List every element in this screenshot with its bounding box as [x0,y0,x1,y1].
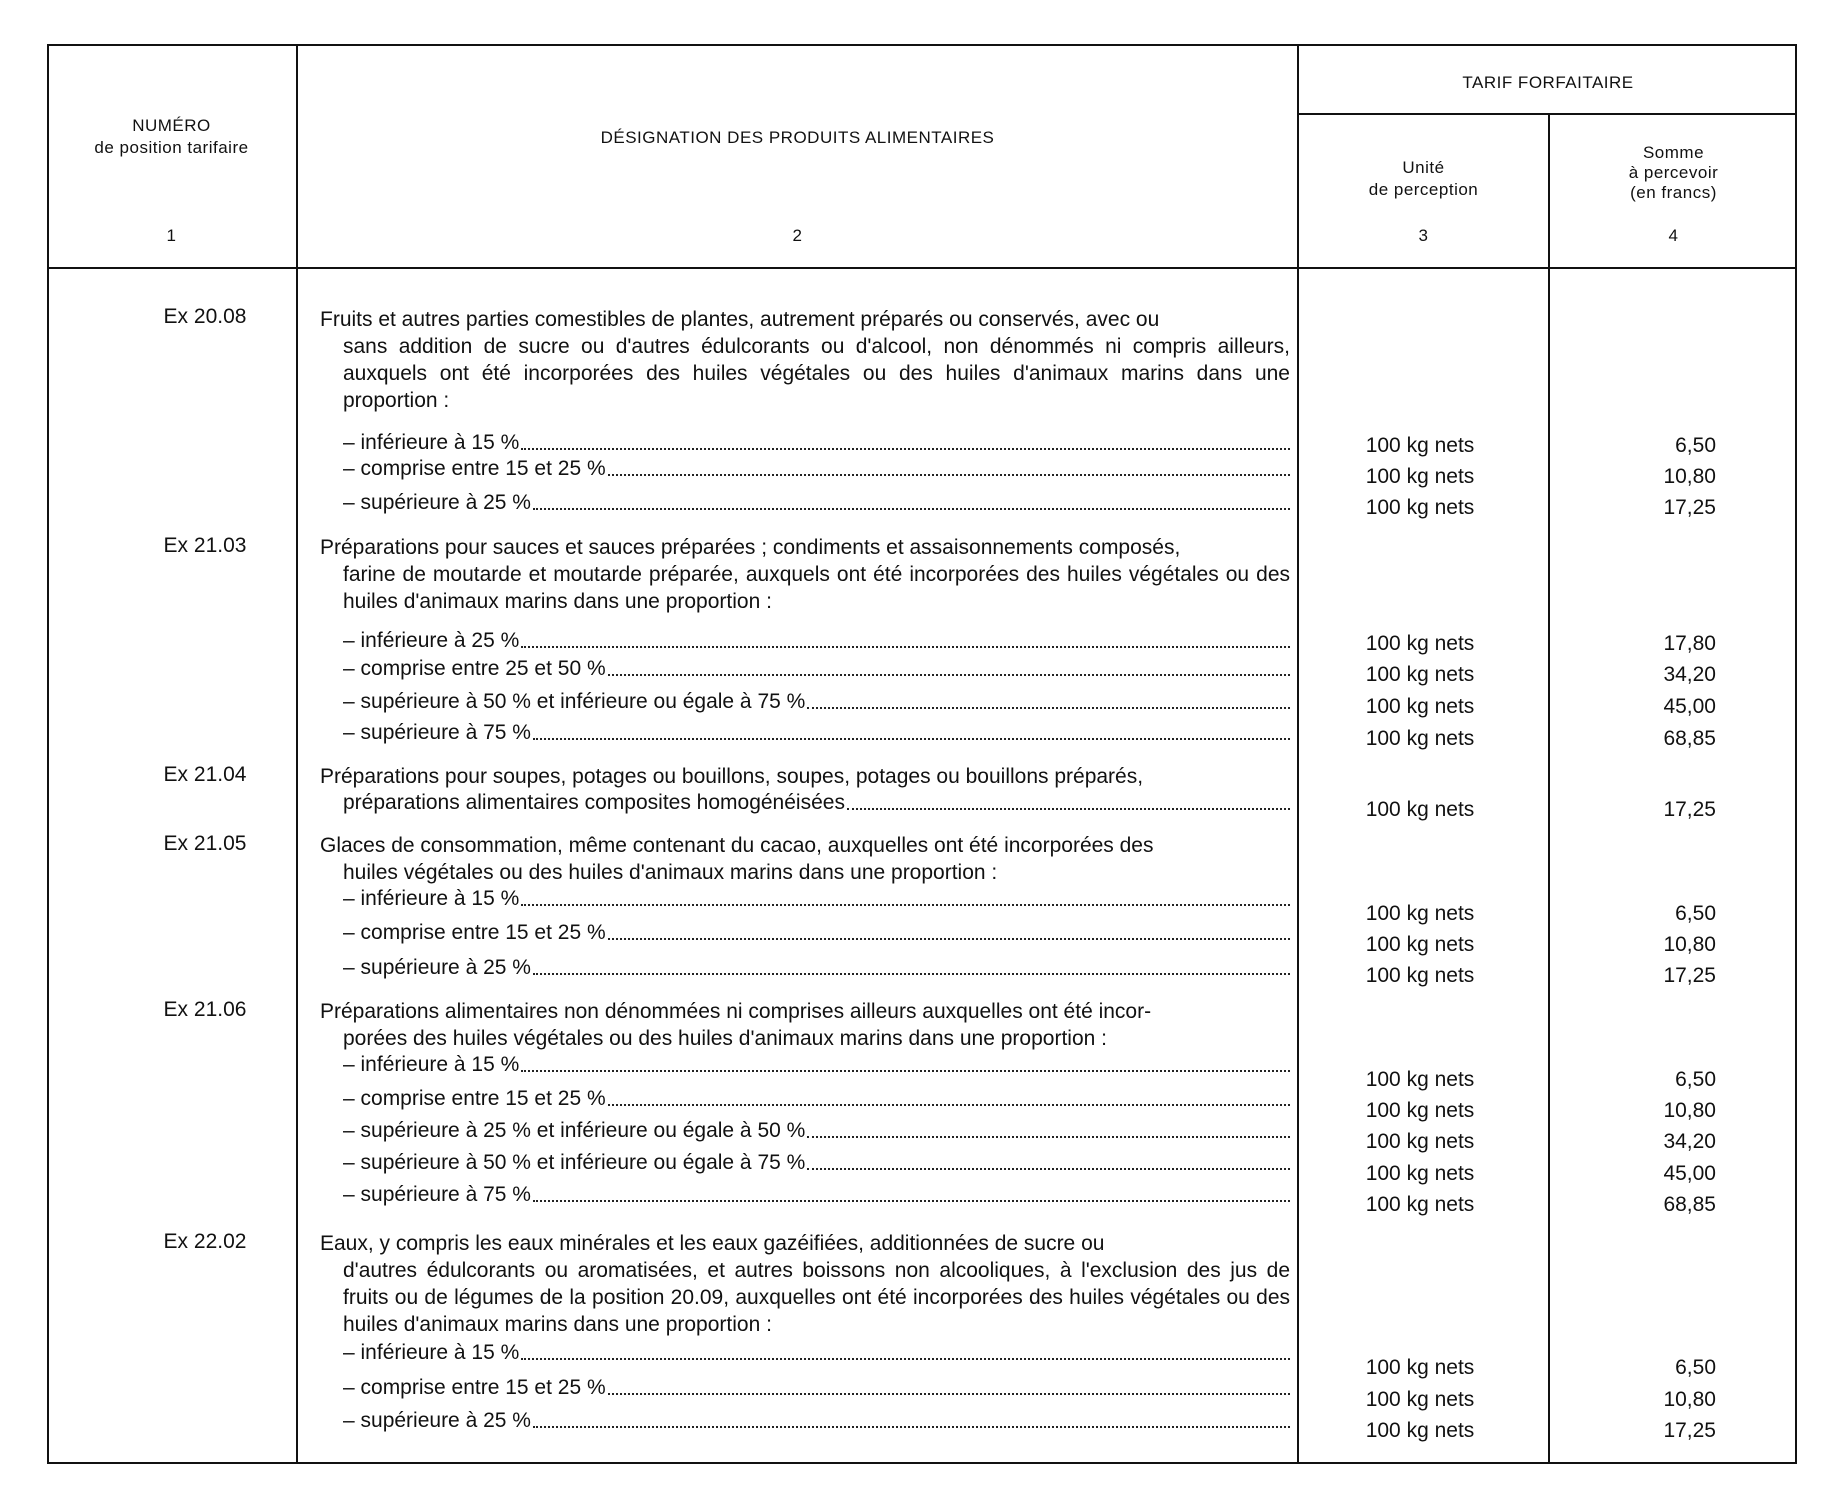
unit-cell: 100 kg nets [1365,695,1475,718]
subitem-row [343,430,1290,456]
unit-cell: 100 kg nets [1365,434,1475,457]
unit-cell: 100 kg nets [1365,632,1475,655]
subitem-label: – inférieure à 15 % [343,887,520,910]
unit-cell: 100 kg nets [1365,1356,1475,1379]
dot-leader [608,673,1290,676]
subitem-label: – comprise entre 15 et 25 % [343,921,606,944]
description-continuation: farine de moutarde et moutarde préparée, auxquels ont été incorporées des huiles végétales ou des huiles d'animaux marins dans une proportion : [343,563,1290,613]
dot-leader [608,1103,1290,1106]
col4-title-line2: à percevoir [1628,163,1719,182]
subitem-label: – comprise entre 15 et 25 % [343,1376,606,1399]
col1-subtitle: de position tarifaire [94,138,249,157]
col3-title-line1: Unité [1402,158,1445,177]
subitem-row [343,790,1290,816]
column-divider-2 [1297,44,1299,1464]
dot-leader [608,473,1290,476]
description-first-line: Glaces de consommation, même contenant du cacao, auxquelles ont été incorporées des [320,834,1154,857]
dot-leader [521,903,1290,906]
position-code: Ex 21.03 [163,534,247,557]
unit-cell: 100 kg nets [1365,933,1475,956]
amount-cell: 68,85 [1663,727,1716,750]
description-continuation: sans addition de sucre ou d'autres édulcorants ou d'alcool, non dénommés ni compris ailleurs, auxquels ont été incorporées des huiles végétales ou des huiles d'animaux marins dans une proportion : [343,335,1290,412]
dot-leader [533,972,1290,975]
position-code: Ex 21.04 [163,763,247,786]
amount-cell: 45,00 [1663,1162,1716,1185]
dot-leader [533,1199,1290,1202]
position-code: Ex 21.05 [163,832,247,855]
amount-cell: 10,80 [1663,465,1716,488]
dot-leader [521,645,1290,648]
subitem-label: – supérieure à 25 % [343,1409,531,1432]
col4-title-line3: (en francs) [1630,183,1717,202]
product-description [320,1230,1290,1338]
dot-leader [807,1135,1290,1138]
subitem-label: – supérieure à 75 % [343,721,531,744]
subitem-row [343,955,1290,981]
dot-leader [847,807,1290,810]
subitem-label: – supérieure à 25 % [343,491,531,514]
amount-cell: 45,00 [1663,695,1716,718]
group-header-rule [1297,113,1797,115]
dot-leader [521,447,1290,450]
unit-cell: 100 kg nets [1365,663,1475,686]
description-first-line: Fruits et autres parties comestibles de plantes, autrement préparés ou conservés, avec ou [320,308,1160,331]
group-title: TARIF FORFAITAIRE [1462,73,1634,92]
amount-cell: 6,50 [1675,1356,1716,1379]
product-description [320,998,1290,1052]
subitem-label: – supérieure à 50 % et inférieure ou égale à 75 % [343,1151,806,1174]
dot-leader [533,1425,1290,1428]
description-first-line: Préparations alimentaires non dénommées ni comprises ailleurs auxquelles ont été incor- [320,1000,1152,1023]
unit-cell: 100 kg nets [1365,1419,1475,1442]
unit-cell: 100 kg nets [1365,1162,1475,1185]
subitem-label: – inférieure à 25 % [343,629,520,652]
position-code: Ex 21.06 [163,998,247,1021]
subitem-row [343,490,1290,516]
amount-cell: 17,25 [1663,798,1716,821]
subitem-label: – supérieure à 75 % [343,1183,531,1206]
col3-number: 3 [1418,226,1429,245]
subitem-label: – comprise entre 25 et 50 % [343,657,606,680]
subitem-row [343,628,1290,654]
dot-leader [807,706,1290,709]
subitem-label: – supérieure à 25 % [343,956,531,979]
amount-cell: 6,50 [1675,902,1716,925]
unit-cell: 100 kg nets [1365,1068,1475,1091]
amount-cell: 68,85 [1663,1193,1716,1216]
unit-cell: 100 kg nets [1365,798,1475,821]
subitem-row [343,920,1290,946]
subitem-label: – inférieure à 15 % [343,431,520,454]
col4-number: 4 [1668,226,1679,245]
subitem-row [343,656,1290,682]
position-code: Ex 20.08 [163,305,247,328]
unit-cell: 100 kg nets [1365,496,1475,519]
unit-cell: 100 kg nets [1365,1193,1475,1216]
amount-cell: 6,50 [1675,1068,1716,1091]
subitem-row [343,1340,1290,1366]
subitem-label: préparations alimentaires composites homogénéisées [343,791,845,814]
dot-leader [533,507,1290,510]
subitem-row [343,456,1290,482]
col2-title: DÉSIGNATION DES PRODUITS ALIMENTAIRES [600,128,995,147]
subitem-label: – inférieure à 15 % [343,1053,520,1076]
unit-cell: 100 kg nets [1365,902,1475,925]
dot-leader [807,1167,1290,1170]
subitem-row [343,1150,1290,1176]
amount-cell: 17,80 [1663,632,1716,655]
subitem-label: – supérieure à 25 % et inférieure ou égale à 50 % [343,1119,806,1142]
dot-leader [521,1357,1290,1360]
col1-number: 1 [166,226,177,245]
col2-number: 2 [792,226,803,245]
amount-cell: 17,25 [1663,1419,1716,1442]
subitem-row [343,1408,1290,1434]
subitem-row [343,1118,1290,1144]
description-continuation: huiles végétales ou des huiles d'animaux marins dans une proportion : [343,861,998,884]
subitem-row [343,1182,1290,1208]
subitem-row [343,720,1290,746]
header-bottom-rule [47,267,1797,269]
dot-leader [608,937,1290,940]
description-first-line: Préparations pour soupes, potages ou bouillons, soupes, potages ou bouillons préparés, [320,765,1144,788]
subitem-row [343,1052,1290,1078]
description-continuation: d'autres édulcorants ou aromatisées, et autres boissons non alcooliques, à l'exclusion des jus de fruits ou de légumes de la position 20.09, auxquelles ont été incorporées des huiles végétales ou des huiles d'animaux marins dans une proportion : [343,1259,1290,1336]
amount-cell: 10,80 [1663,1388,1716,1411]
unit-cell: 100 kg nets [1365,465,1475,488]
description-first-line: Préparations pour sauces et sauces préparées ; condiments et assaisonnements composés, [320,536,1181,559]
subitem-row [343,1375,1290,1401]
description-first-line: Eaux, y compris les eaux minérales et les eaux gazéifiées, additionnées de sucre ou [320,1232,1105,1255]
unit-cell: 100 kg nets [1365,964,1475,987]
subitem-row [343,689,1290,715]
amount-cell: 34,20 [1663,1130,1716,1153]
column-divider-3 [1548,113,1550,1464]
unit-cell: 100 kg nets [1365,727,1475,750]
description-continuation: porées des huiles végétales ou des huiles d'animaux marins dans une proportion : [343,1027,1107,1050]
dot-leader [608,1392,1290,1395]
product-description [320,763,1290,790]
subitem-label: – comprise entre 15 et 25 % [343,457,606,480]
dot-leader [533,737,1290,740]
col3-title-line2: de perception [1368,180,1479,199]
col4-title-line1: Somme [1642,143,1705,162]
amount-cell: 10,80 [1663,933,1716,956]
unit-cell: 100 kg nets [1365,1130,1475,1153]
amount-cell: 6,50 [1675,434,1716,457]
unit-cell: 100 kg nets [1365,1388,1475,1411]
amount-cell: 10,80 [1663,1099,1716,1122]
subitem-row [343,1086,1290,1112]
subitem-label: – supérieure à 50 % et inférieure ou égale à 75 % [343,690,806,713]
amount-cell: 17,25 [1663,964,1716,987]
subitem-label: – inférieure à 15 % [343,1341,520,1364]
subitem-label: – comprise entre 15 et 25 % [343,1087,606,1110]
amount-cell: 34,20 [1663,663,1716,686]
dot-leader [521,1069,1290,1072]
position-code: Ex 22.02 [163,1230,247,1253]
product-description [320,534,1290,615]
subitem-row [343,886,1290,912]
product-description [320,832,1290,886]
col1-title: NUMÉRO [132,116,211,135]
unit-cell: 100 kg nets [1365,1099,1475,1122]
amount-cell: 17,25 [1663,496,1716,519]
product-description [320,306,1290,414]
